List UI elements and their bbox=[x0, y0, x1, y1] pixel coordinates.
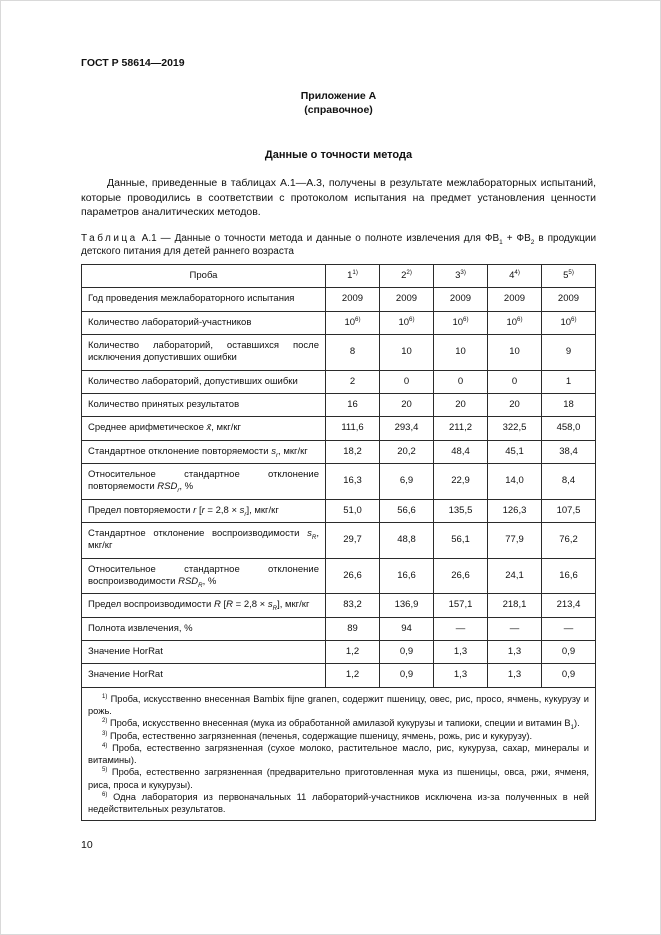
column-header-sample-number: 1$^{1)}$ bbox=[326, 264, 380, 287]
row-label: Стандартное отклонение повторяемости $s_r$, мкг/кг bbox=[82, 440, 326, 463]
intro-paragraph: Данные, приведенные в таблицах А.1—А.3, получены в результате межлабораторных испытаний, которые проводились в соответствии с протоколом испытания на предмет установления ценности параметров аналитических методов. bbox=[81, 177, 596, 218]
table-row bbox=[82, 558, 596, 594]
table-row bbox=[82, 664, 596, 687]
cell-value: 135,5 bbox=[434, 499, 488, 522]
cell-value: 211,2 bbox=[434, 417, 488, 440]
cell-value: 111,6 bbox=[326, 417, 380, 440]
cell-value: 458,0 bbox=[542, 417, 596, 440]
cell-value: 2009 bbox=[326, 288, 380, 311]
page-number: 10 bbox=[81, 839, 93, 851]
cell-value: 10$^{6)}$ bbox=[542, 311, 596, 334]
row-label: Количество лабораторий-участников bbox=[82, 311, 326, 334]
column-header-sample-number: 3$^{3)}$ bbox=[434, 264, 488, 287]
table-header-row bbox=[82, 264, 596, 287]
cell-value: 0 bbox=[434, 370, 488, 393]
table-row bbox=[82, 417, 596, 440]
table-row bbox=[82, 311, 596, 334]
table-row bbox=[82, 463, 596, 499]
cell-value: 126,3 bbox=[488, 499, 542, 522]
table-footnote: $^{4)}$ Проба, естественно загрязненная (сухое молоко, растительное масло, рис, кукуруза, сахар, минералы и витамины). bbox=[88, 742, 589, 766]
cell-value: 56,6 bbox=[380, 499, 434, 522]
doc-number: ГОСТ Р 58614—2019 bbox=[81, 57, 185, 69]
row-label: Количество лабораторий, допустивших ошибки bbox=[82, 370, 326, 393]
cell-value: — bbox=[434, 617, 488, 640]
table-caption-word: Таблица bbox=[81, 232, 138, 244]
cell-value: 218,1 bbox=[488, 594, 542, 617]
cell-value: 8 bbox=[326, 334, 380, 370]
column-header-sample-number: 4$^{4)}$ bbox=[488, 264, 542, 287]
cell-value: 56,1 bbox=[434, 522, 488, 558]
cell-value: 16,6 bbox=[380, 558, 434, 594]
cell-value: 0,9 bbox=[380, 664, 434, 687]
row-label: Относительное стандартное отклонение повторяемости $RSD_r$, % bbox=[82, 463, 326, 499]
cell-value: 20,2 bbox=[380, 440, 434, 463]
table-footnote: $^{2)}$ Проба, искусственно внесенная (мука из обработанной амилазой кукурузы и тапиоки, специи и витамин $В_1$). bbox=[102, 718, 580, 732]
cell-value: 51,0 bbox=[326, 499, 380, 522]
cell-value: 8,4 bbox=[542, 463, 596, 499]
cell-value: 48,8 bbox=[380, 522, 434, 558]
cell-value: 76,2 bbox=[542, 522, 596, 558]
cell-value: 38,4 bbox=[542, 440, 596, 463]
row-label: Значение HorRat bbox=[82, 664, 326, 687]
cell-value: 6,9 bbox=[380, 463, 434, 499]
cell-value: 45,1 bbox=[488, 440, 542, 463]
row-label: Значение HorRat bbox=[82, 641, 326, 664]
precision-table bbox=[81, 264, 596, 822]
cell-value: 83,2 bbox=[326, 594, 380, 617]
row-label: Год проведения межлабораторного испытания bbox=[82, 288, 326, 311]
table-row bbox=[82, 288, 596, 311]
cell-value: 2009 bbox=[542, 288, 596, 311]
page-content bbox=[1, 1, 660, 821]
appendix-title: Приложение А bbox=[300, 90, 377, 102]
row-label: Предел повторяемости r $[r = 2,8 \times s_r]$, мкг/кг bbox=[82, 499, 326, 522]
cell-value: 10$^{6)}$ bbox=[326, 311, 380, 334]
cell-value: 18,2 bbox=[326, 440, 380, 463]
cell-value: 0,9 bbox=[542, 664, 596, 687]
cell-value: 18 bbox=[542, 393, 596, 416]
row-label: Полнота извлечения, % bbox=[82, 617, 326, 640]
table-row bbox=[82, 522, 596, 558]
cell-value: 107,5 bbox=[542, 499, 596, 522]
cell-value: 157,1 bbox=[434, 594, 488, 617]
table-row bbox=[82, 594, 596, 617]
cell-value: 10$^{6)}$ bbox=[434, 311, 488, 334]
appendix-heading bbox=[81, 89, 596, 117]
cell-value: 29,7 bbox=[326, 522, 380, 558]
cell-value: 2009 bbox=[380, 288, 434, 311]
table-footnote: $^{3)}$ Проба, естественно загрязненная (печенья, содержащие пшеницу, ячмень, рожь, рис и кукурузу). bbox=[102, 730, 533, 741]
table-row bbox=[82, 641, 596, 664]
cell-value: 10$^{6)}$ bbox=[488, 311, 542, 334]
table-footnote: $^{1)}$ Проба, искусственно внесенная Bambix fijne granen, содержит пшеницу, овес, рис, просо, ячмень, кукурузу и рожь. bbox=[88, 693, 589, 716]
table-row bbox=[82, 440, 596, 463]
cell-value: 10 bbox=[488, 334, 542, 370]
cell-value: 1,3 bbox=[434, 641, 488, 664]
table-footnote: $^{5)}$ Проба, естественно загрязненная (предварительно приготовленная мука из пшеницы, овса, ржи, ячменя, риса, проса и кукурузы). bbox=[88, 767, 589, 790]
cell-value: 16,6 bbox=[542, 558, 596, 594]
cell-value: 0 bbox=[380, 370, 434, 393]
row-label: Среднее арифметическое x̄, мкг/кг bbox=[82, 417, 326, 440]
cell-value: 48,4 bbox=[434, 440, 488, 463]
column-header-sample-number: 2$^{2)}$ bbox=[380, 264, 434, 287]
section-title: Данные о точности метода bbox=[264, 149, 413, 162]
cell-value: 24,1 bbox=[488, 558, 542, 594]
table-row bbox=[82, 499, 596, 522]
appendix-subtitle: (справочное) bbox=[304, 104, 373, 117]
cell-value: 9 bbox=[542, 334, 596, 370]
cell-value: 22,9 bbox=[434, 463, 488, 499]
cell-value: — bbox=[542, 617, 596, 640]
cell-value: 20 bbox=[380, 393, 434, 416]
cell-value: 77,9 bbox=[488, 522, 542, 558]
row-label: Относительное стандартное отклонение воспроизводимости $RSD_R$, % bbox=[82, 558, 326, 594]
cell-value: 1,3 bbox=[488, 641, 542, 664]
cell-value: 20 bbox=[434, 393, 488, 416]
cell-value: 0 bbox=[488, 370, 542, 393]
column-header-sample-number: 5$^{5)}$ bbox=[542, 264, 596, 287]
table-caption-number: А.1 bbox=[141, 232, 157, 244]
table-caption bbox=[81, 232, 596, 259]
cell-value: 213,4 bbox=[542, 594, 596, 617]
cell-value: 0,9 bbox=[380, 641, 434, 664]
cell-value: 10 bbox=[434, 334, 488, 370]
row-label: Количество принятых результатов bbox=[82, 393, 326, 416]
cell-value: 136,9 bbox=[380, 594, 434, 617]
table-footnotes-row bbox=[82, 687, 596, 821]
cell-value: 10$^{6)}$ bbox=[380, 311, 434, 334]
table-caption-text: — Данные о точности метода и данные о полноте извлечения для $ФВ_1 + ФВ_2$ в продукции детского питания для детей раннего возраста bbox=[81, 232, 597, 258]
cell-value: 293,4 bbox=[380, 417, 434, 440]
table-row bbox=[82, 370, 596, 393]
cell-value: 16 bbox=[326, 393, 380, 416]
cell-value: 89 bbox=[326, 617, 380, 640]
cell-value: 26,6 bbox=[326, 558, 380, 594]
row-label: Предел воспроизводимости R $[R = 2,8 \times s_R]$, мкг/кг bbox=[82, 594, 326, 617]
cell-value: 16,3 bbox=[326, 463, 380, 499]
table-footnote: $^{6)}$ Одна лаборатория из первоначальных 11 лабораторий-участников исключена из-за полученных в ней недействительных результатов. bbox=[88, 791, 589, 815]
cell-value: 20 bbox=[488, 393, 542, 416]
cell-value: 1,2 bbox=[326, 664, 380, 687]
cell-value: 2009 bbox=[488, 288, 542, 311]
cell-value: 10 bbox=[380, 334, 434, 370]
cell-value: 94 bbox=[380, 617, 434, 640]
cell-value: — bbox=[488, 617, 542, 640]
cell-value: 1,3 bbox=[488, 664, 542, 687]
cell-value: 26,6 bbox=[434, 558, 488, 594]
row-label: Количество лабораторий, оставшихся после исключения допустивших ошибки bbox=[82, 334, 326, 370]
cell-value: 1,2 bbox=[326, 641, 380, 664]
cell-value: 322,5 bbox=[488, 417, 542, 440]
table-row bbox=[82, 617, 596, 640]
cell-value: 1,3 bbox=[434, 664, 488, 687]
cell-value: 2009 bbox=[434, 288, 488, 311]
cell-value: 2 bbox=[326, 370, 380, 393]
cell-value: 14,0 bbox=[488, 463, 542, 499]
table-row bbox=[82, 334, 596, 370]
row-label: Стандартное отклонение воспроизводимости $s_R$, мкг/кг bbox=[82, 522, 326, 558]
table-footnotes bbox=[82, 687, 596, 821]
cell-value: 0,9 bbox=[542, 641, 596, 664]
column-header-sample: Проба bbox=[82, 264, 326, 287]
table-row bbox=[82, 393, 596, 416]
cell-value: 1 bbox=[542, 370, 596, 393]
